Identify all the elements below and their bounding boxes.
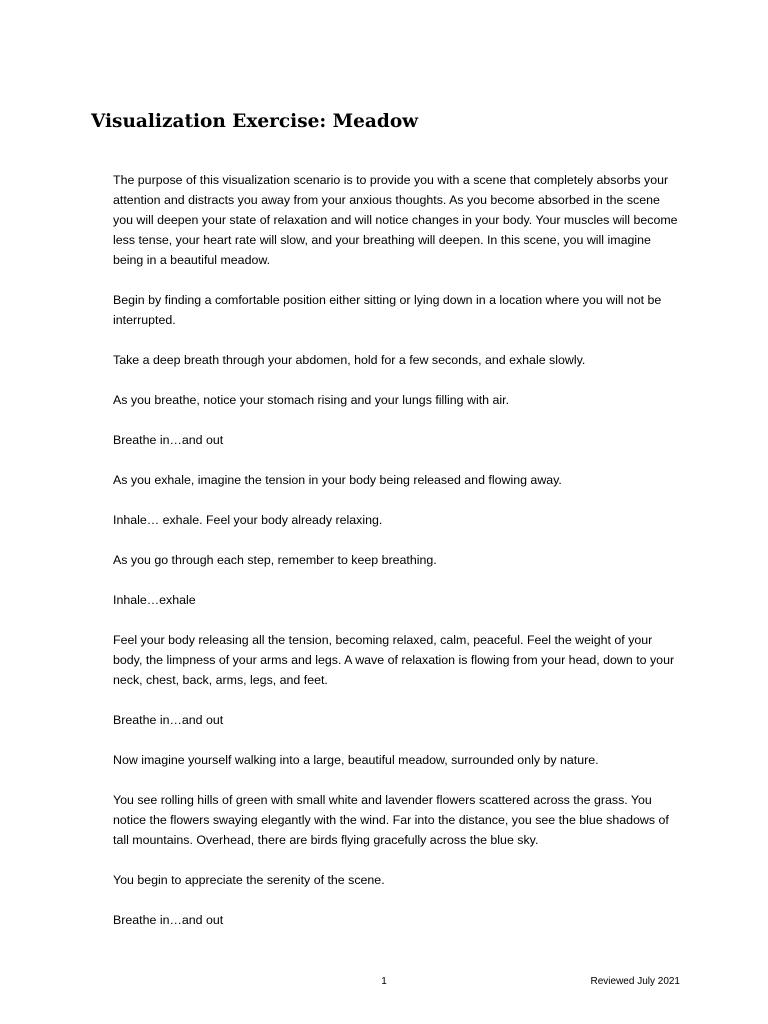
paragraph-notice-breathing: As you breathe, notice your stomach rising and your lungs filling with air.	[113, 393, 510, 407]
paragraph-inhale-exhale-2: Inhale…exhale	[113, 593, 196, 607]
paragraph-breathe-2: Breathe in…and out	[113, 713, 224, 727]
paragraph-body-release: Feel your body releasing all the tension, becoming relaxed, calm, peaceful. Feel the weight of your body, the limpness of your arms and legs. A wave of relaxation is flowing from your head, down to your neck, chest, back, arms, legs, and feet.	[113, 633, 675, 687]
paragraph-position: Begin by finding a comfortable position either sitting or lying down in a location where you will not be interrupted.	[113, 293, 662, 327]
paragraph-walk-meadow: Now imagine yourself walking into a large, beautiful meadow, surrounded only by nature.	[113, 753, 599, 767]
document-title: Visualization Exercise: Meadow	[91, 111, 419, 132]
paragraph-purpose: The purpose of this visualization scenario is to provide you with a scene that completely absorbs your attention and distracts you away from your anxious thoughts. As you become absorbed in the scene you will deepen your state of relaxation and will notice changes in your body. Your muscles will become less tense, your heart rate will slow, and your breathing will deepen. In this scene, you will imagine being in a beautiful meadow.	[113, 173, 678, 267]
paragraph-inhale-exhale-1: Inhale… exhale. Feel your body already relaxing.	[113, 513, 383, 527]
paragraph-breathe-1: Breathe in…and out	[113, 433, 224, 447]
paragraph-keep-breathing: As you go through each step, remember to keep breathing.	[113, 553, 437, 567]
paragraph-breathe-3: Breathe in…and out	[113, 913, 224, 927]
paragraph-rolling-hills: You see rolling hills of green with small white and lavender flowers scattered across the grass. You notice the flowers swaying elegantly with the wind. Far into the distance, you see the blue shadows of tall mountains. Overhead, there are birds flying gracefully across the blue sky.	[113, 793, 669, 847]
paragraph-deep-breath: Take a deep breath through your abdomen, hold for a few seconds, and exhale slowly.	[113, 353, 586, 367]
paragraph-serenity: You begin to appreciate the serenity of the scene.	[113, 873, 385, 887]
reviewed-date: Reviewed July 2021	[590, 976, 680, 987]
document-body	[113, 170, 683, 950]
paragraph-tension-release: As you exhale, imagine the tension in your body being released and flowing away.	[113, 473, 562, 487]
page-number: 1	[381, 976, 387, 987]
